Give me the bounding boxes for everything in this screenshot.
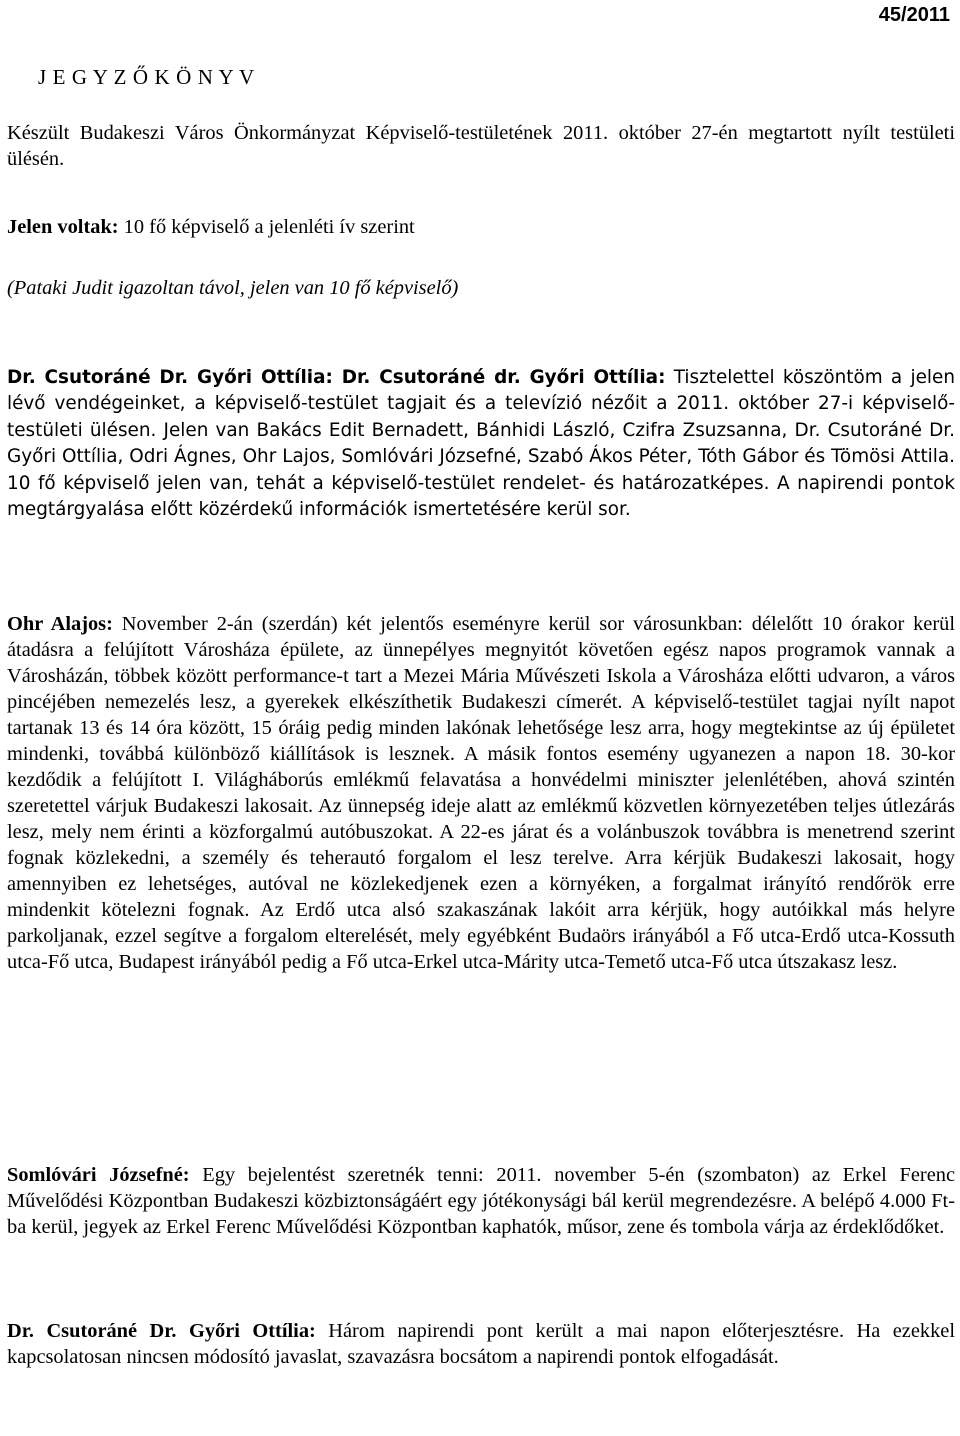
attendance-text: 10 fő képviselő a jelenléti ív szerint (118, 216, 415, 238)
speech-text: Egy bejelentést szeretnék tenni: 2011. november 5-én (szombaton) az Erkel Ferenc Művelődési Központban Budakeszi közbiztonságáért egy jótékonysági bál kerül megrendezésre. A belépő 4.000 Ft-ba kerül, jegyek az Erkel Ferenc Művelődési Központban kaphatók, műsor, zene és tombola várja az érdeklődőket. (7, 1164, 955, 1238)
speaker-name: Dr. Csutoráné Dr. Győri Ottília: Dr. Csutoráné dr. Győri Ottília: (7, 367, 666, 388)
speech-text: Tisztelettel köszöntöm a jelen lévő vendégeinket, a képviselő-testület tagjait és a televízió nézőit a 2011. október 27-i képviselő-testületi ülésen. Jelen van Bakács Edit Bernadett, Bánhidi László, Czifra Zsuzsanna, Dr. Csutoráné Dr. Győri Ottília, Odri Ágnes, Ohr Lajos, Somlóvári Józsefné, Szabó Ákos Péter, Tóth Gábor és Tömösi Attila. 10 fő képviselő jelen van, tehát a képviselő-testület rendelet- és határozatképes. A napirendi pontok megtárgyalása előtt közérdekű információk ismertetésére kerül sor. (7, 367, 956, 521)
attendance-line (7, 214, 955, 240)
attendance-note (7, 275, 955, 301)
speech-paragraph-somlovari (7, 1162, 955, 1240)
attendance-label: Jelen voltak: (7, 216, 119, 238)
speaker-name: Ohr Alajos: (7, 613, 113, 635)
intro-paragraph (7, 120, 955, 172)
document-number: 45/2011 (878, 4, 950, 26)
attendance-note-text: (Pataki Judit igazoltan távol, jelen van 10 fő képviselő) (7, 277, 459, 299)
intro-text: Készült Budakeszi Város Önkormányzat Képviselő-testületének 2011. október 27-én megtartott nyílt testületi ülésén. (7, 122, 955, 170)
speech-paragraph-ohr (7, 611, 955, 975)
speech-paragraph-chair-agenda (7, 1318, 955, 1370)
document-title: J E G Y Z Ő K Ö N Y V (38, 65, 255, 89)
speech-text: Három napirendi pont került a mai napon előterjesztésre. Ha ezekkel kapcsolatosan nincsen módosító javaslat, szavazásra bocsátom a napirendi pontok elfogadását. (7, 1320, 955, 1368)
speech-text: November 2-án (szerdán) két jelentős eseményre kerül sor városunkban: délelőtt 10 órakor kerül átadásra a felújított Városháza épülete, az ünnepélyes megnyitót követően egész napos programok vannak a Városházán, többek között performance-t tart a Mezei Mária Művészeti Iskola a Városháza előtti udvaron, a város pincéjében nemezelés lesz, a gyerekek elkészíthetik Budakeszi címerét. A képviselő-testület tagjai nyílt napot tartanak 13 és 14 óra között, 15 óráig pedig minden lakónak lehetősége lesz arra, hogy megtekintse az új épületet mindenki, továbbá különböző kiállítások is lesznek. A másik fontos esemény ugyanezen a napon 18. 30-kor kezdődik a felújított I. Világháborús emlékmű felavatása a honvédelmi miniszter jelenlétében, ahová szintén szeretettel várjuk Budakeszi lakosait. Az ünnepség ideje alatt az emlékmű közvetlen környezetében teljes útlezárás lesz, mely nem érinti a közforgalmú autóbuszokat. A 22-es járat és a volánbuszok továbbra is menetrend szerint fognak közlekedni, a személy és teherautó forgalom el lesz terelve. Arra kérjük Budakeszi lakosait, hogy amennyiben ez lehetséges, autóval ne közlekedjenek ezen a környéken, a forgalmat irányító rendőrök erre mindenkit kötelezni fognak. Az Erdő utca alsó szakaszának lakóit arra kérjük, hogy autóikkal más helyre parkoljanak, ezzel segítve a forgalom elterelését, mely egyébként Budaörs irányából a Fő utca-Erdő utca-Kossuth utca-Fő utca, Budapest irányából pedig a Fő utca-Erkel utca-Márity utca-Temető utca-Fő utca útszakasz lesz. (7, 613, 955, 973)
speech-paragraph-chair-opening (7, 365, 955, 523)
speaker-name: Somlóvári Józsefné: (7, 1164, 190, 1186)
speaker-name: Dr. Csutoráné Dr. Győri Ottília: (7, 1320, 316, 1342)
